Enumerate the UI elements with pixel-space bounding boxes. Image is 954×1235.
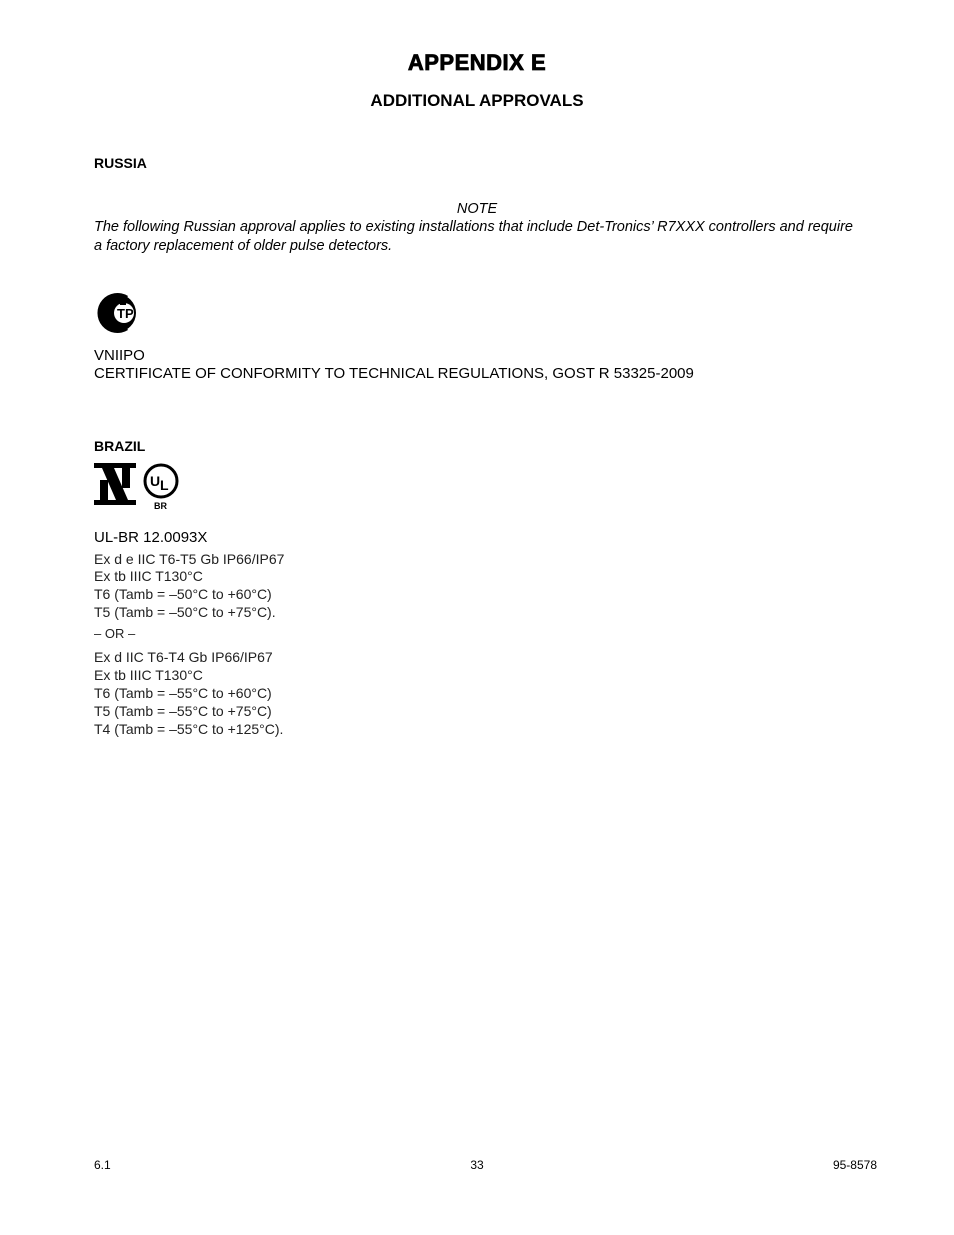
svg-text:ТР: ТР: [117, 306, 134, 321]
svg-text:L: L: [160, 477, 169, 493]
page-subtitle: ADDITIONAL APPROVALS: [370, 91, 584, 110]
gost-r-logo: [94, 290, 144, 336]
rating-line: Ex tb IIIC T130°C: [94, 667, 203, 683]
footer-page-number: 33: [470, 1158, 484, 1172]
svg-text:U: U: [150, 473, 161, 489]
rating-line: T5 (Tamb = –50°C to +75°C).: [94, 604, 276, 620]
rating-line: T6 (Tamb = –55°C to +60°C): [94, 685, 272, 701]
note-label: NOTE: [456, 201, 498, 217]
cert-number: UL-BR 12.0093X: [94, 529, 208, 546]
section-heading-brazil: BRAZIL: [94, 438, 146, 454]
rating-line: T6 (Tamb = –50°C to +60°C): [94, 586, 272, 602]
separator: – OR –: [94, 626, 136, 641]
rating-line: Ex d IIC T6-T4 Gb IP66/IP67: [94, 649, 273, 665]
svg-text:BR: BR: [154, 501, 167, 510]
section-heading-russia: RUSSIA: [94, 155, 147, 171]
footer-document-number: 95-8578: [832, 1158, 877, 1172]
rating-line: Ex tb IIIC T130°C: [94, 568, 203, 584]
agency-name: VNIIPO: [94, 347, 145, 364]
rating-line: T5 (Tamb = –55°C to +75°C): [94, 703, 272, 719]
certificate-text: CERTIFICATE OF CONFORMITY TO TECHNICAL REGULATIONS, GOST R 53325-2009: [94, 365, 694, 382]
rating-line: T4 (Tamb = –55°C to +125°C).: [94, 721, 284, 737]
inmetro-logo: [94, 463, 136, 505]
page-title: APPENDIX E: [407, 50, 547, 75]
ul-br-logo: [142, 462, 182, 510]
note-line: The following Russian approval applies to existing installations that include Det-Tronics’ R7XXX controllers and require: [94, 219, 853, 235]
footer-revision: 6.1: [94, 1158, 111, 1172]
note-line: a factory replacement of older pulse detectors.: [94, 238, 393, 254]
rating-line: Ex d e IIC T6-T5 Gb IP66/IP67: [94, 551, 285, 567]
